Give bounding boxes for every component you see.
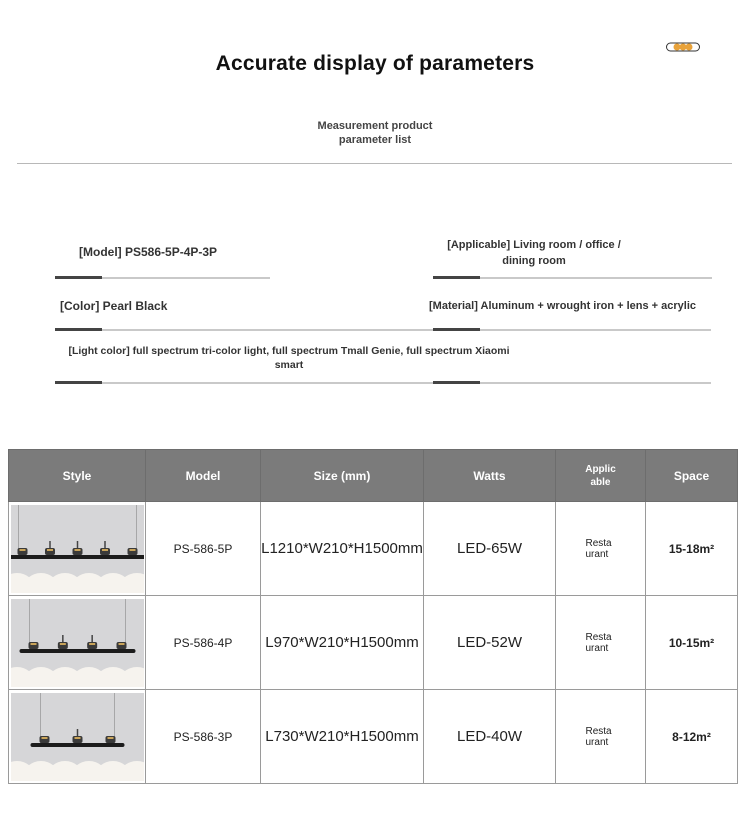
product-image (11, 693, 144, 781)
table-row (9, 596, 738, 690)
divider (55, 382, 711, 384)
space-cell: 8-12m² (646, 690, 738, 784)
product-image-cell (9, 596, 146, 690)
watts-cell: LED-65W (424, 502, 556, 596)
applicable-cell (556, 596, 646, 690)
space-cell: 10-15m² (646, 596, 738, 690)
page-title: Accurate display of parameters (215, 52, 535, 75)
size-cell: L1210*W210*H1500mm (261, 502, 424, 596)
param-light-color: [Light color] full spectrum tri-color light, full spectrum Tmall Genie, full spectrum Xiaomi smart (68, 345, 510, 371)
table-header-row (9, 450, 738, 502)
applicable-cell (556, 502, 646, 596)
product-image (11, 505, 144, 593)
column-header-model: Model (146, 450, 261, 502)
page-subtitle: Measurement product parameter list (317, 120, 433, 146)
divider (17, 163, 732, 164)
divider-accent (55, 276, 102, 279)
column-header-applicable-label: Applicable (585, 463, 616, 488)
watts-cell: LED-52W (424, 596, 556, 690)
table-row (9, 502, 738, 596)
column-header-space: Space (646, 450, 738, 502)
divider-accent (433, 328, 480, 331)
applicable-cell (556, 690, 646, 784)
divider-accent (433, 276, 480, 279)
table-row (9, 690, 738, 784)
applicable-label: Restaurant (585, 725, 612, 748)
divider-accent (55, 381, 102, 384)
lamp-bar (19, 649, 135, 653)
divider (55, 329, 711, 331)
param-applicable: [Applicable] Living room / office / dining room (447, 239, 621, 267)
divider-accent (55, 328, 102, 331)
applicable-label: Restaurant (585, 631, 612, 654)
decorative-dots-icon (666, 42, 700, 52)
lamp-bar (30, 743, 124, 747)
param-material: [Material] Aluminum + wrought iron + lens + acrylic (429, 300, 697, 312)
column-header-applicable (556, 450, 646, 502)
product-image (11, 599, 144, 687)
applicable-label: Restaurant (585, 537, 612, 560)
lamp-bar (11, 555, 144, 559)
divider-accent (433, 381, 480, 384)
size-cell: L730*W210*H1500mm (261, 690, 424, 784)
watts-cell: LED-40W (424, 690, 556, 784)
size-cell: L970*W210*H1500mm (261, 596, 424, 690)
param-model: [Model] PS586-5P-4P-3P (79, 245, 218, 259)
column-header-style: Style (9, 450, 146, 502)
column-header-watts: Watts (424, 450, 556, 502)
model-cell: PS-586-4P (146, 596, 261, 690)
spec-table (8, 449, 738, 784)
model-cell: PS-586-3P (146, 690, 261, 784)
param-color: [Color] Pearl Black (60, 299, 168, 313)
column-header-size: Size (mm) (261, 450, 424, 502)
product-image-cell (9, 690, 146, 784)
model-cell: PS-586-5P (146, 502, 261, 596)
product-image-cell (9, 502, 146, 596)
space-cell: 15-18m² (646, 502, 738, 596)
